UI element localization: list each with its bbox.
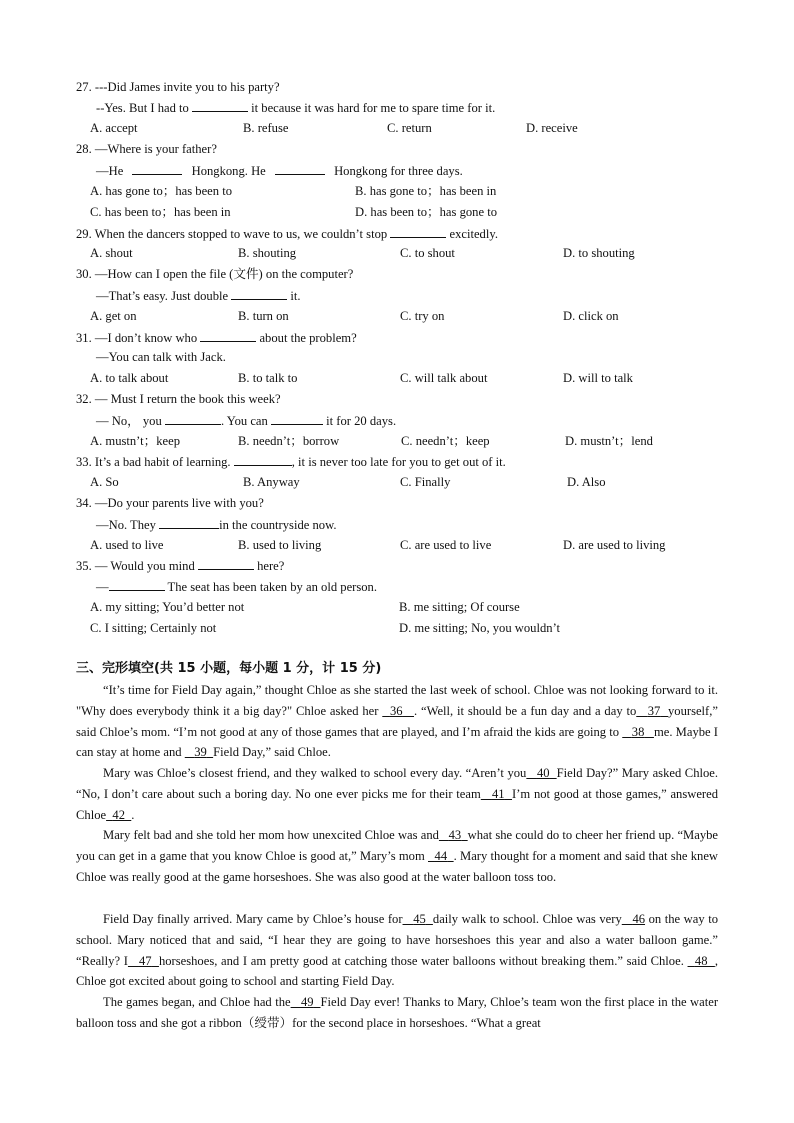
- q35-blank-2[interactable]: [109, 578, 165, 591]
- q31-option-d[interactable]: D. will to talk: [563, 371, 633, 385]
- q28-option-c[interactable]: C. has been to；has been in: [90, 205, 231, 219]
- blank-40[interactable]: [526, 766, 556, 780]
- p1-text-1: “It’s time for Field Day again,” thought Chloe as she started the last week of school. Chloe was not looking forward to it. "Why does everybody think it a big day?" Chloe asked her: [76, 683, 718, 718]
- paragraph-1: [76, 680, 718, 763]
- q29-blank[interactable]: [390, 225, 446, 238]
- q27-option-b[interactable]: B. refuse: [243, 121, 289, 135]
- p4-text-2: daily walk to school. Chloe was very: [432, 912, 622, 926]
- q28-text-a: —He: [96, 164, 124, 178]
- blank-43-number: 43: [448, 828, 462, 842]
- q35-option-b[interactable]: B. me sitting; Of course: [399, 600, 520, 614]
- q34-text-b: in the countryside now.: [219, 518, 337, 532]
- q35-blank-1[interactable]: [198, 557, 254, 570]
- blank-45-number: 45: [413, 912, 426, 926]
- q32-stem: 32. — Must I return the book this week?: [76, 392, 281, 406]
- blank-49[interactable]: [291, 995, 321, 1009]
- q34-option-d[interactable]: D. are used to living: [563, 538, 666, 552]
- q29-stem: [76, 225, 498, 242]
- q35-option-a[interactable]: A. my sitting; You’d better not: [90, 600, 245, 614]
- q33-blank[interactable]: [234, 453, 292, 466]
- q32-text-b: . You can: [220, 414, 268, 428]
- q35-text-b2: The seat has been taken by an old person.: [167, 580, 377, 594]
- blank-45[interactable]: [403, 912, 433, 926]
- paragraph-3: [76, 825, 718, 887]
- q34-stem: 34. —Do your parents live with you?: [76, 496, 264, 510]
- q31-option-a[interactable]: A. to talk about: [90, 371, 169, 385]
- p1-text-4: me. Maybe I can stay at home and: [76, 724, 718, 760]
- q27-option-d[interactable]: D. receive: [526, 121, 578, 135]
- p2-text-3: I’m not good at those games,” answered Chloe: [76, 786, 718, 822]
- q32-text-c: it for 20 days.: [326, 414, 397, 428]
- q29-text-a: 29. When the dancers stopped to wave to us, we couldn’t stop: [76, 227, 388, 241]
- q31-line2: —You can talk with Jack.: [96, 350, 226, 364]
- p4-text-3: on the way to school. Mary noticed that and said, “I hear they are going to have horseshoes this year and also a water balloon game.” “Really? I: [76, 912, 719, 968]
- blank-41-number: 41: [491, 786, 505, 801]
- q31-stem: [76, 329, 357, 346]
- q30-text-b: it.: [290, 289, 301, 303]
- paragraph-2: [76, 763, 718, 825]
- blank-42-number: 42: [112, 807, 125, 822]
- p3-text-1: Mary felt bad and she told her mom how unexcited Chloe was and: [103, 828, 439, 842]
- p4-text-1: Field Day finally arrived. Mary came by Chloe’s house for: [103, 912, 403, 926]
- q29-text-b: excitedly.: [449, 227, 498, 241]
- blank-43[interactable]: [439, 828, 468, 842]
- p1-text-3: yourself,” said Chloe’s mom. “I’m not good at any of those games that are played, and I’m afraid the kids are going to: [76, 703, 718, 739]
- blank-46-number: 46: [632, 912, 646, 926]
- q35-line2: [96, 578, 377, 595]
- q31-blank[interactable]: [200, 329, 256, 342]
- blank-38[interactable]: [622, 725, 654, 739]
- q34-option-a[interactable]: A. used to live: [90, 538, 164, 552]
- blank-44[interactable]: [428, 849, 454, 863]
- q35-text-a2: —: [96, 580, 109, 594]
- q27-option-c[interactable]: C. return: [387, 121, 432, 135]
- p4-text-4: horseshoes, and I am pretty good at catching those water balloons without breaking them.” said Chloe.: [158, 953, 688, 968]
- q33-option-b[interactable]: B. Anyway: [243, 475, 300, 489]
- q31-option-c[interactable]: C. will talk about: [400, 371, 488, 385]
- blank-38-number: 38: [631, 724, 645, 739]
- q28-stem: 28. —Where is your father?: [76, 142, 217, 156]
- q35-option-c[interactable]: C. I sitting; Certainly not: [90, 621, 217, 635]
- q29-option-c[interactable]: C. to shout: [400, 246, 455, 260]
- q29-option-d[interactable]: D. to shouting: [563, 246, 635, 260]
- q33-text-b: , it is never too late for you to get out of it.: [291, 455, 506, 469]
- q32-blank-2[interactable]: [271, 412, 323, 425]
- q34-text-a: —No. They: [96, 518, 156, 532]
- p3-text-2: what she could do to cheer her friend up. “Maybe you can get in a game that you know Chloe is good at,” Mary’s mom: [76, 828, 719, 863]
- blank-47-number: 47: [138, 953, 152, 968]
- q31-text-a: 31. —I don’t know who: [76, 331, 198, 345]
- p5-text-2: Field Day ever! Thanks to Mary, Chloe’s team won the first place in the water balloon toss and she got a ribbon（绶带）for the second place in horseshoes. “What a great: [76, 995, 719, 1030]
- p2-text-2: Field Day?” Mary asked Chloe. “No, I don’t care about such a boring day. No one ever picks me for their team: [76, 766, 719, 801]
- q32-option-d[interactable]: D. mustn’t；lend: [565, 434, 653, 448]
- q33-stem: [76, 453, 506, 470]
- q32-line2: [96, 412, 396, 429]
- q34-blank[interactable]: [159, 516, 219, 529]
- paragraph-4: [76, 909, 718, 992]
- blank-47[interactable]: [128, 954, 159, 968]
- blank-41[interactable]: [481, 787, 512, 801]
- q30-text-a: —That’s easy. Just double: [96, 289, 229, 303]
- q28-line2: [96, 162, 463, 179]
- q30-option-c[interactable]: C. try on: [400, 309, 445, 323]
- q34-line2: [96, 516, 337, 533]
- blank-49-number: 49: [300, 995, 314, 1009]
- q30-option-a[interactable]: A. get on: [90, 309, 137, 323]
- q28-blank-2[interactable]: [275, 162, 325, 175]
- q28-option-d[interactable]: D. has been to；has gone to: [355, 205, 497, 219]
- q32-option-c[interactable]: C. needn’t；keep: [401, 434, 490, 448]
- q35-stem: [76, 557, 284, 574]
- p3-text-3: . Mary thought for a moment and said that she knew Chloe was really good at the game horseshoes. She was also good at the water balloon toss too.: [76, 848, 719, 884]
- blank-39[interactable]: [185, 745, 213, 759]
- p1-text-2: . “Well, it should be a fun day and a day to: [414, 703, 637, 718]
- q32-blank-1[interactable]: [165, 412, 221, 425]
- q27-option-a[interactable]: A. accept: [90, 121, 138, 135]
- q28-text-c: Hongkong for three days.: [334, 164, 463, 178]
- q28-option-a[interactable]: A. has gone to；has been to: [90, 184, 232, 198]
- p1-text-5: Field Day,” said Chloe.: [213, 745, 331, 760]
- q31-text-b: about the problem?: [259, 331, 357, 345]
- q28-text-b: Hongkong. He: [191, 164, 266, 178]
- blank-36-number: 36: [389, 703, 403, 718]
- p2-text-1: Mary was Chloe’s closest friend, and they walked to school every day. “Aren’t you: [103, 766, 527, 780]
- q27-text-a: --Yes. But I had to: [96, 101, 189, 115]
- q28-option-b[interactable]: B. has gone to；has been in: [355, 184, 497, 198]
- q33-option-d[interactable]: D. Also: [567, 475, 606, 489]
- blank-48-number: 48: [694, 953, 708, 968]
- q35-option-d[interactable]: D. me sitting; No, you wouldn’t: [399, 621, 561, 635]
- q32-option-a[interactable]: A. mustn’t；keep: [90, 434, 181, 448]
- blank-46[interactable]: [622, 912, 645, 926]
- q30-blank[interactable]: [231, 287, 287, 300]
- blank-36[interactable]: [382, 704, 414, 718]
- q34-option-b[interactable]: B. used to living: [238, 538, 322, 552]
- q31-option-b[interactable]: B. to talk to: [238, 371, 298, 385]
- q35-text-b: here?: [257, 559, 285, 573]
- q29-option-a[interactable]: A. shout: [90, 246, 133, 260]
- q30-option-b[interactable]: B. turn on: [238, 309, 289, 323]
- section-title: 三、完形填空(共 15 小题，每小题 1 分，计 15 分): [76, 661, 382, 676]
- blank-37[interactable]: [636, 704, 668, 718]
- blank-42[interactable]: [106, 808, 131, 822]
- p4-text-5: , Chloe got excited about going to school and starting Field Day.: [76, 953, 719, 989]
- q28-blank-1[interactable]: [132, 162, 182, 175]
- paragraph-5: [76, 992, 718, 1034]
- p2-text-4: .: [131, 807, 135, 822]
- q27-stem: 27. ---Did James invite you to his party?: [76, 80, 280, 94]
- q27-line2: [96, 99, 495, 116]
- q34-option-c[interactable]: C. are used to live: [400, 538, 492, 552]
- q35-text-a: 35. — Would you mind: [76, 559, 195, 573]
- q32-text-a: — No， you: [96, 414, 162, 428]
- q33-option-a[interactable]: A. So: [90, 475, 119, 489]
- blank-39-number: 39: [194, 745, 207, 760]
- q27-blank[interactable]: [192, 99, 248, 112]
- q30-option-d[interactable]: D. click on: [563, 309, 619, 323]
- q29-option-b[interactable]: B. shouting: [238, 246, 297, 260]
- blank-48[interactable]: [688, 954, 715, 968]
- q30-line2: [96, 287, 301, 304]
- blank-37-number: 37: [647, 703, 661, 718]
- p5-text-1: The games began, and Chloe had the: [103, 995, 291, 1009]
- q30-stem: 30. —How can I open the file (文件) on the computer?: [76, 267, 354, 281]
- blank-40-number: 40: [536, 766, 550, 780]
- q33-option-c[interactable]: C. Finally: [400, 475, 451, 489]
- q27-text-b: it because it was hard for me to spare time for it.: [251, 101, 496, 115]
- blank-44-number: 44: [434, 848, 448, 863]
- q32-option-b[interactable]: B. needn’t；borrow: [238, 434, 340, 448]
- q33-text-a: 33. It’s a bad habit of learning.: [76, 455, 231, 469]
